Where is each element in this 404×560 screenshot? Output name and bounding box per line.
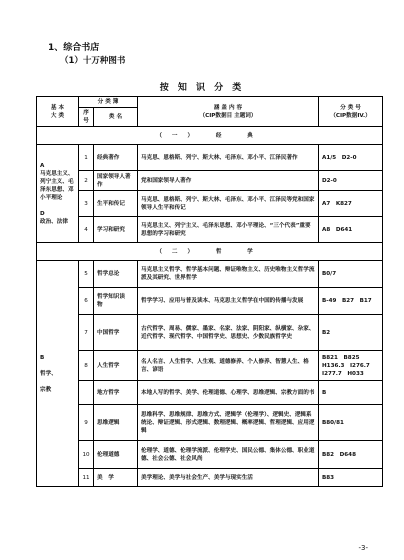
table-row: [37, 191, 383, 217]
classification-title: 按 知 识 分 类: [159, 83, 245, 93]
page-number: -3-: [358, 544, 368, 552]
row-class-name: 哲学知识读 物: [94, 288, 138, 315]
row-class-name: 伦理道德: [94, 441, 138, 469]
row-content: 马克思主义、列宁主义、毛泽东思想、邓小平理论、“三个代表”重要思想的学习和研究: [138, 217, 319, 243]
row-code: B: [319, 381, 383, 405]
category-a-d: A 马克思主义、列宁主义、毛泽东思想、邓小平理论 D 政治、法律: [37, 145, 79, 243]
row-code: B2: [319, 315, 383, 351]
table-row: [37, 351, 383, 381]
table-row: [37, 405, 383, 441]
header-code-line1: 分 类 号: [340, 104, 361, 111]
table-row: [37, 315, 383, 351]
row-seq: [79, 381, 94, 405]
header-content-line1: 涵 盖 内 容: [213, 104, 243, 111]
row-code: A1/5 D2-0: [319, 145, 383, 171]
category-b: B 哲学、 宗教: [37, 261, 79, 487]
row-content: 本地人写的哲学、美学、伦理道德、心理学、思维逻辑、宗教方面的书: [138, 381, 319, 405]
row-code: B0/7: [319, 261, 383, 288]
row-code: B82 D648: [319, 441, 383, 469]
row-code: B821 B825 H136.3 I276.7 I277.7 H033: [319, 351, 383, 381]
row-class-name: 美 学: [94, 469, 138, 487]
row-code: B83: [319, 469, 383, 487]
row-content: 古代哲学、周易、儒家、墨家、名家、法家、阴阳家、纵横家、杂家、近代哲学、现代哲学、中国哲学史、思想史、少数民族哲学史: [138, 315, 319, 351]
row-content: 伦理学、道德、伦理学流派、伦理学史、国民公德、集体公德、职业道德、社会公德、社会风尚: [138, 441, 319, 469]
section-row-classics: [37, 127, 383, 145]
row-seq: 4: [79, 217, 94, 243]
row-class-name: 经典著作: [94, 145, 138, 171]
row-class-name: 生平和传记: [94, 191, 138, 217]
row-class-name: 思维逻辑: [94, 405, 138, 441]
header-basic-line1: 基 本: [50, 104, 65, 111]
row-seq: 7: [79, 315, 94, 351]
row-content: 名人名言、人生哲学、人生观、道德修养、个人修养、智慧人生、格言、谚语: [138, 351, 319, 381]
section-row-philosophy: [37, 243, 383, 261]
header-basic-category: [37, 97, 79, 127]
table-row: [37, 261, 383, 288]
row-content: 哲学学习、应用与普及读本、马克思主义哲学在中国的传播与发展: [138, 288, 319, 315]
row-class-name: 地方哲学: [94, 381, 138, 405]
table-row: [37, 441, 383, 469]
table-row: [37, 469, 383, 487]
row-code: A8 D641: [319, 217, 383, 243]
row-seq: 2: [79, 171, 94, 191]
header-basic-line2: 大 类: [50, 112, 65, 119]
row-seq: 10: [79, 441, 94, 469]
row-class-name: 哲学总论: [94, 261, 138, 288]
table-row: [37, 381, 383, 405]
table-row: [37, 288, 383, 315]
header-code: [319, 97, 383, 127]
table-row: [37, 145, 383, 171]
section-label: （二） 哲 学: [37, 243, 383, 261]
row-seq: 9: [79, 405, 94, 441]
row-content: 马克思、恩格斯、列宁、斯大林、毛泽东、邓小平、江泽民著作: [138, 145, 319, 171]
row-seq: 6: [79, 288, 94, 315]
row-code: D2-0: [319, 171, 383, 191]
header-content-line2: （CIP数据目 主题词）: [199, 112, 257, 119]
row-seq: 8: [79, 351, 94, 381]
row-content: 思维科学、思维规律、思维方式、逻辑学（伦理学）、逻辑史、逻辑系统论、辩证逻辑、形式逻辑、数理逻辑、概率逻辑、哲理逻辑、应用逻辑: [138, 405, 319, 441]
header-category-group: 分 类 簿: [79, 97, 138, 108]
table-row: [37, 217, 383, 243]
row-code: B80/81: [319, 405, 383, 441]
header-seq: 序号: [79, 108, 94, 127]
row-content: 美学理论、美学与社会生产、美学与现实生活: [138, 469, 319, 487]
row-class-name: 人生哲学: [94, 351, 138, 381]
row-content: 党和国家领导人著作: [138, 171, 319, 191]
row-content: 马克思主义哲学、哲学基本问题、辩证唯物主义、历史唯物主义哲学流派及其研究、世界哲学: [138, 261, 319, 288]
row-class-name: 中国哲学: [94, 315, 138, 351]
header-content: [138, 97, 319, 127]
row-class-name: 学习和研究: [94, 217, 138, 243]
row-code: B-49 B27 B17: [319, 288, 383, 315]
section-heading: 1、综合书店: [48, 43, 100, 53]
classification-table: [36, 96, 383, 487]
subsection-heading: （1）十万种图书: [60, 56, 126, 66]
table-header-row: [37, 97, 383, 108]
header-class-name: 类 名: [94, 108, 138, 127]
row-class-name: 国家领导人著作: [94, 171, 138, 191]
row-content: 马克思、恩格斯、列宁、斯大林、毛泽东、邓小平、江泽民等党和国家领导人生平和传记: [138, 191, 319, 217]
row-seq: 3: [79, 191, 94, 217]
header-code-line2: （CIP数据IV.）: [330, 112, 371, 119]
table-row: [37, 171, 383, 191]
section-label: （一） 经 典: [37, 127, 383, 145]
row-code: A7 K827: [319, 191, 383, 217]
row-seq: 5: [79, 261, 94, 288]
row-seq: 1: [79, 145, 94, 171]
row-seq: 11: [79, 469, 94, 487]
